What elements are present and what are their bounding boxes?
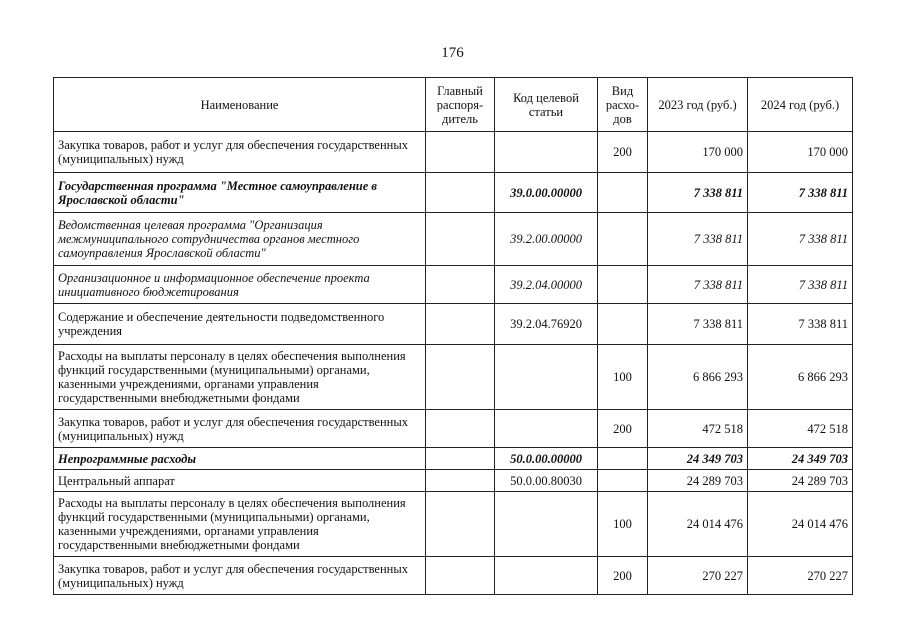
cell-2024: 270 227 (748, 557, 853, 595)
cell-2023: 24 289 703 (648, 470, 748, 492)
header-vid: Вид расхо-дов (598, 78, 648, 132)
cell-2024: 24 349 703 (748, 448, 853, 470)
cell-kod: 39.0.00.00000 (495, 173, 598, 213)
cell-2024: 170 000 (748, 132, 853, 173)
cell-name: Содержание и обеспечение деятельности подведомственного учреждения (54, 304, 426, 345)
header-row (54, 78, 853, 132)
cell-2023: 24 014 476 (648, 492, 748, 557)
cell-2023: 7 338 811 (648, 266, 748, 304)
cell-kod: 39.2.00.00000 (495, 213, 598, 266)
cell-vid: 200 (598, 557, 648, 595)
cell-2023: 7 338 811 (648, 304, 748, 345)
cell-2023: 24 349 703 (648, 448, 748, 470)
cell-name: Закупка товаров, работ и услуг для обеспечения государственных (муниципальных) нужд (54, 410, 426, 448)
cell-2024: 24 289 703 (748, 470, 853, 492)
cell-name: Центральный аппарат (54, 470, 426, 492)
cell-name: Расходы на выплаты персоналу в целях обеспечения выполнения функций государственными (муниципальными) органами, казенными учреждениями, органами управления государственными внебюджетными фондами (54, 345, 426, 410)
cell-vid (598, 266, 648, 304)
cell-name: Расходы на выплаты персоналу в целях обеспечения выполнения функций государственными (муниципальными) органами, казенными учреждениями, органами управления государственными внебюджетными фондами (54, 492, 426, 557)
cell-2024: 7 338 811 (748, 213, 853, 266)
cell-glavny (426, 557, 495, 595)
header-name: Наименование (54, 78, 426, 132)
table-row (54, 410, 853, 448)
cell-kod (495, 557, 598, 595)
cell-vid: 200 (598, 132, 648, 173)
cell-glavny (426, 492, 495, 557)
table-row (54, 173, 853, 213)
cell-name: Ведомственная целевая программа "Организация межмуниципального сотрудничества органов местного самоуправления Ярославской области" (54, 213, 426, 266)
cell-kod (495, 345, 598, 410)
cell-vid: 200 (598, 410, 648, 448)
cell-2023: 270 227 (648, 557, 748, 595)
cell-vid (598, 173, 648, 213)
cell-name: Организационное и информационное обеспечение проекта инициативного бюджетирования (54, 266, 426, 304)
table-row (54, 213, 853, 266)
cell-2023: 472 518 (648, 410, 748, 448)
cell-name: Закупка товаров, работ и услуг для обеспечения государственных (муниципальных) нужд (54, 132, 426, 173)
table-row (54, 345, 853, 410)
cell-2024: 24 014 476 (748, 492, 853, 557)
header-2023: 2023 год (руб.) (648, 78, 748, 132)
cell-name: Закупка товаров, работ и услуг для обеспечения государственных (муниципальных) нужд (54, 557, 426, 595)
table-row (54, 492, 853, 557)
cell-glavny (426, 266, 495, 304)
cell-2024: 6 866 293 (748, 345, 853, 410)
cell-vid (598, 213, 648, 266)
header-kod: Код целевой статьи (495, 78, 598, 132)
cell-vid: 100 (598, 345, 648, 410)
cell-2023: 170 000 (648, 132, 748, 173)
cell-kod: 50.0.00.00000 (495, 448, 598, 470)
cell-name: Непрограммные расходы (54, 448, 426, 470)
cell-kod (495, 492, 598, 557)
header-glavny: Главный распоря-дитель (426, 78, 495, 132)
cell-glavny (426, 448, 495, 470)
table-row (54, 266, 853, 304)
header-2024: 2024 год (руб.) (748, 78, 853, 132)
cell-glavny (426, 345, 495, 410)
cell-kod: 39.2.04.00000 (495, 266, 598, 304)
cell-2024: 7 338 811 (748, 304, 853, 345)
cell-kod (495, 410, 598, 448)
table-row (54, 448, 853, 470)
cell-name: Государственная программа "Местное самоуправление в Ярославской области" (54, 173, 426, 213)
cell-vid (598, 470, 648, 492)
cell-glavny (426, 213, 495, 266)
cell-2024: 7 338 811 (748, 173, 853, 213)
cell-vid: 100 (598, 492, 648, 557)
cell-kod (495, 132, 598, 173)
cell-kod: 39.2.04.76920 (495, 304, 598, 345)
cell-vid (598, 304, 648, 345)
cell-2023: 7 338 811 (648, 173, 748, 213)
table-row (54, 132, 853, 173)
cell-glavny (426, 410, 495, 448)
table-row (54, 557, 853, 595)
cell-2024: 472 518 (748, 410, 853, 448)
budget-table (53, 77, 853, 595)
cell-2024: 7 338 811 (748, 266, 853, 304)
cell-glavny (426, 173, 495, 213)
cell-glavny (426, 132, 495, 173)
cell-2023: 7 338 811 (648, 213, 748, 266)
cell-glavny (426, 304, 495, 345)
cell-kod: 50.0.00.80030 (495, 470, 598, 492)
cell-vid (598, 448, 648, 470)
page-number: 176 (441, 45, 464, 61)
table-row (54, 304, 853, 345)
cell-2023: 6 866 293 (648, 345, 748, 410)
cell-glavny (426, 470, 495, 492)
table-row (54, 470, 853, 492)
